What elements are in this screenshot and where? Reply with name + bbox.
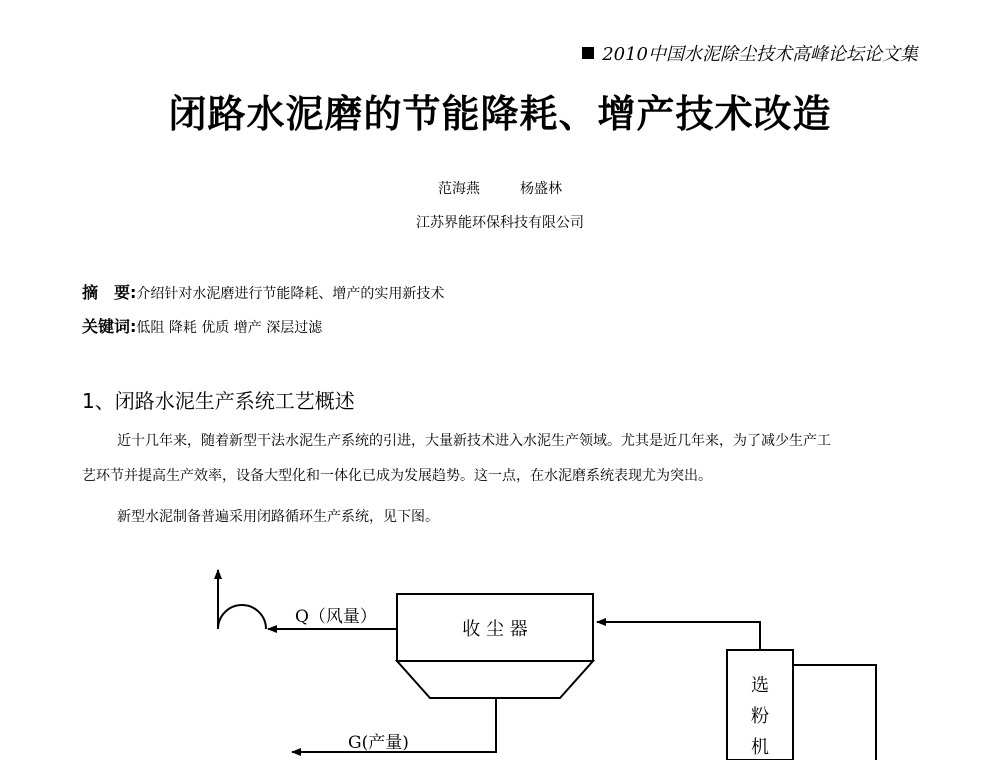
author-2: 杨盛林 — [520, 181, 562, 197]
paragraph-1: 近十几年来，随着新型干法水泥生产系统的引进，大量新技术进入水泥生产领域。尤其是近几年来，为了减少生产工 — [117, 433, 831, 449]
separator-to-collector-line — [597, 622, 760, 650]
paper-title: 闭路水泥磨的节能降耗、增产技术改造 — [168, 92, 832, 136]
author-1: 范海燕 — [438, 181, 480, 197]
dust-collector-hopper — [397, 661, 593, 698]
fan-icon — [218, 570, 266, 629]
dust-collector-label: 收 尘 器 — [462, 619, 528, 640]
abstract-text: 介绍针对水泥磨进行节能降耗、增产的实用新技术 — [136, 286, 445, 302]
running-header-text: 2010中国水泥除尘技术高峰论坛论文集 — [602, 44, 918, 65]
abstract-label: 摘 要: — [82, 283, 137, 302]
separator-label-1: 选 — [751, 675, 769, 696]
keywords-label: 关键词: — [82, 317, 137, 336]
paragraph-2: 新型水泥制备普遍采用闭路循环生产系统，见下图。 — [117, 509, 439, 525]
air-volume-label: Q（风量） — [295, 607, 377, 627]
output-label: G(产量) — [348, 733, 409, 753]
return-line — [793, 665, 876, 760]
separator-label-2: 粉 — [751, 706, 769, 727]
affiliation: 江苏界能环保科技有限公司 — [416, 215, 584, 231]
section-heading: 1、闭路水泥生产系统工艺概述 — [82, 389, 355, 413]
paragraph-1-continued: 艺环节并提高生产效率，设备大型化和一体化已成为发展趋势。这一点，在水泥磨系统表现尤为突出。 — [82, 468, 712, 484]
keywords-text: 低阻 降耗 优质 增产 深层过滤 — [136, 320, 323, 336]
separator-label-3: 机 — [751, 737, 769, 758]
